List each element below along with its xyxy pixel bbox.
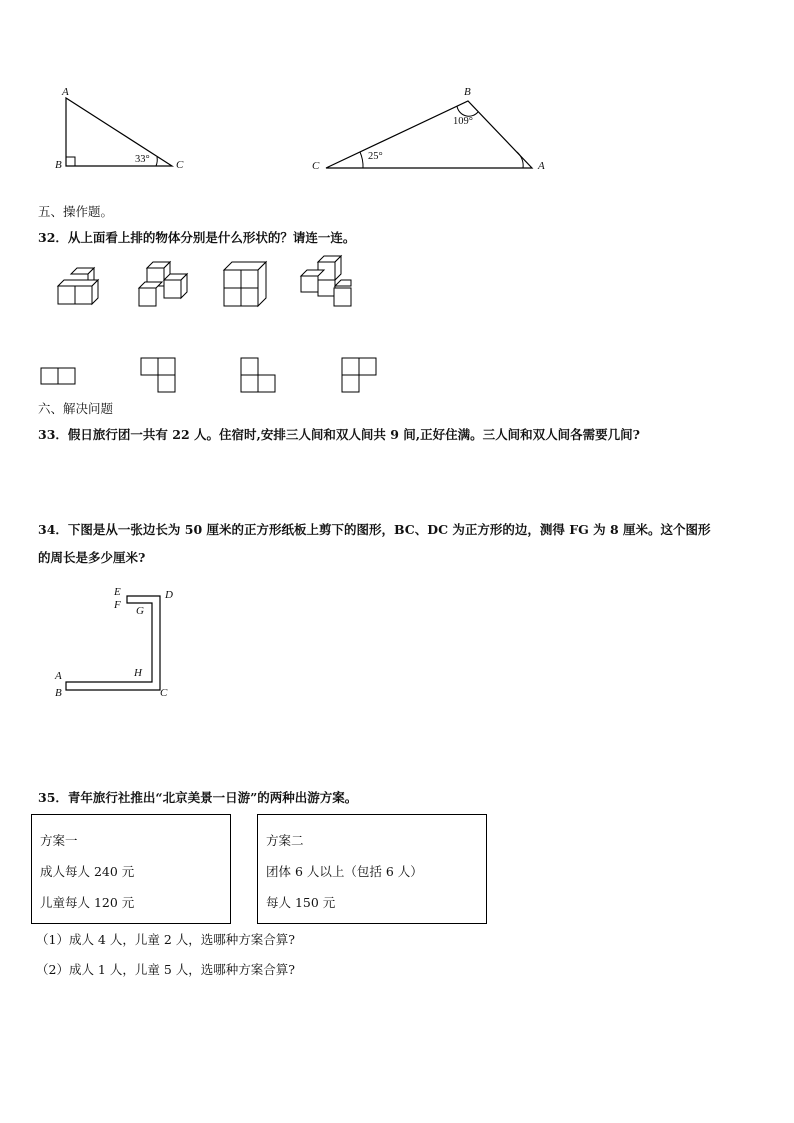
q35-sub1: （1）成人 4 人，儿童 2 人，选哪种方案合算? xyxy=(36,932,295,947)
triangle2-angle-c-label: 25° xyxy=(368,151,383,162)
plan1-box xyxy=(31,814,231,924)
plan1-title: 方案一 xyxy=(40,833,78,848)
plan2-line1: 团体 6 人以上（包括 6 人） xyxy=(266,864,423,879)
plan1-line1: 成人每人 240 元 xyxy=(40,864,135,879)
q34-label-d: D xyxy=(165,589,173,601)
q34-label-b: B xyxy=(55,687,62,699)
triangle2-label-c: C xyxy=(312,160,320,172)
q35-text: 35．青年旅行社推出“北京美景一日游”的两种出游方案。 xyxy=(38,790,358,805)
triangle1-label-c: C xyxy=(176,159,184,171)
triangle1-label-a: A xyxy=(62,86,69,98)
triangle1-label-b: B xyxy=(55,159,62,171)
q34-label-g: G xyxy=(136,605,144,617)
triangle1-angle-label: 33° xyxy=(135,154,150,165)
q34-label-h: H xyxy=(134,667,142,679)
triangle2-label-b: B xyxy=(464,86,471,98)
q34-label-e: E xyxy=(114,586,121,598)
q32-text: 32．从上面看上排的物体分别是什么形状的？请连一连。 xyxy=(38,230,356,245)
q34-line2: 的周长是多少厘米? xyxy=(38,550,146,565)
plan2-line2: 每人 150 元 xyxy=(266,895,336,910)
q33-text: 33．假日旅行团一共有 22 人。住宿时,安排三人间和双人间共 9 间,正好住满。三人间和双人间各需要几间? xyxy=(38,427,640,442)
q34-label-f: F xyxy=(114,599,121,611)
section6-title: 六、解决问题 xyxy=(38,401,114,416)
section5-title: 五、操作题。 xyxy=(38,204,114,219)
plan1-line2: 儿童每人 120 元 xyxy=(40,895,135,910)
plan2-box xyxy=(257,814,487,924)
plan2-title: 方案二 xyxy=(266,833,304,848)
q35-sub2: （2）成人 1 人，儿童 5 人，选哪种方案合算? xyxy=(36,962,295,977)
q34-label-a: A xyxy=(55,670,62,682)
q34-line1: 34．下图是从一张边长为 50 厘米的正方形纸板上剪下的图形，BC、DC 为正方形的边，测得 FG 为 8 厘米。这个图形 xyxy=(38,522,711,537)
triangle2-label-a: A xyxy=(538,160,545,172)
q34-label-c: C xyxy=(160,687,168,699)
triangle2-angle-b-label: 109° xyxy=(453,116,473,127)
